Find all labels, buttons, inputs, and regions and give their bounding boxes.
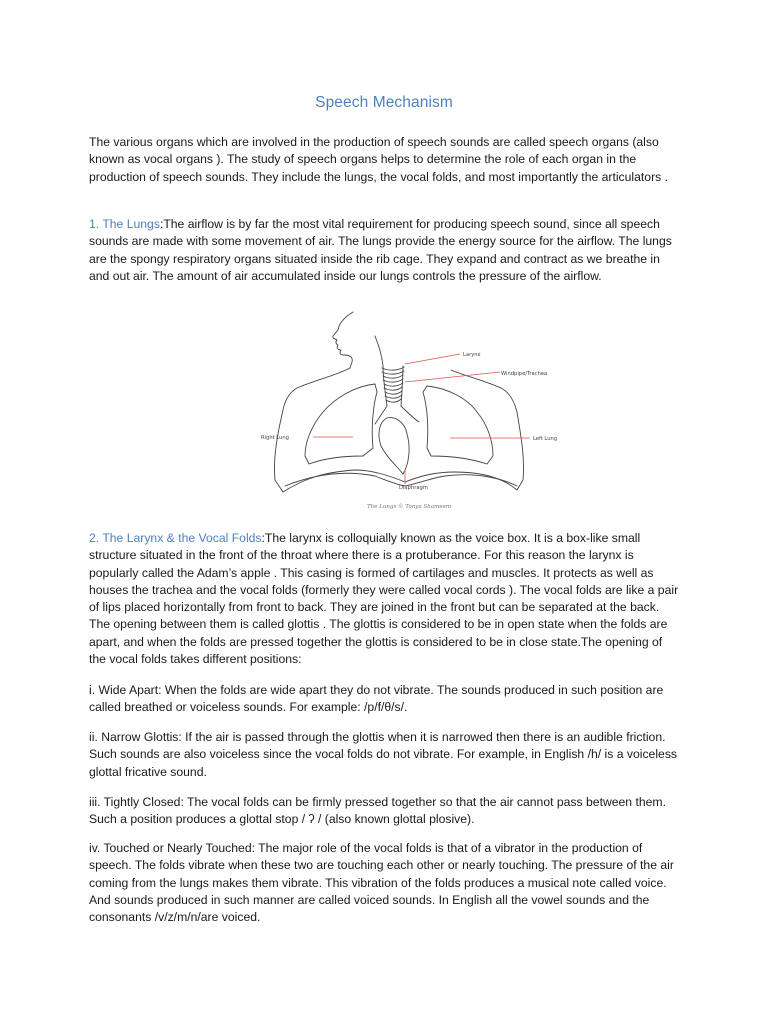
head-profile-outline (333, 312, 353, 368)
label-larynx: Larynx (463, 352, 481, 358)
torso-outline (274, 368, 523, 492)
position-narrow-glottis: ii. Narrow Glottis: If the air is passed through the glottis when it is narrowed then there is an audible friction. Such sounds are also voiceless since the vocal folds do not vibrate. For example, in English /h/ is a voiceless glottal fricative sound. (89, 730, 678, 779)
lungs-diagram (255, 308, 585, 516)
larynx-pointer (405, 354, 460, 364)
label-windpipe: Windpipe/Trachea (501, 371, 548, 377)
windpipe-pointer (405, 372, 500, 382)
heart-outline (379, 418, 409, 474)
lungs-text: :The airflow is by far the most vital requirement for producing speech sound, since all speech sounds are made with some movement of air. The lungs provide the energy source for the airflow. The lungs are the spongy respiratory organs situated inside the rib cage. They expand and contract as we breathe in and out air. The amount of air accumulated inside our lungs controls the pressure of the airflow. (89, 217, 672, 283)
right-lung-outline (305, 384, 377, 464)
left-bronchus (401, 406, 419, 422)
label-right-lung: Right Lung (261, 435, 289, 441)
intro-paragraph: The various organs which are involved in the production of speech sounds are called speech organs (also known as vocal organs ). The study of speech organs helps to determine the role of each organ in the production of speech sounds. They include the lungs, the vocal folds, and most importantly the articulators . (89, 135, 669, 184)
position-wide-apart: i. Wide Apart: When the folds are wide apart they do not vibrate. The sounds produced in such position are called breathed or voiceless sounds. For example: /p/f/θ/s/. (89, 683, 664, 715)
lungs-heading: 1. The Lungs (89, 217, 160, 231)
label-diaphragm: Diaphragm (399, 485, 428, 491)
position-touched: iv. Touched or Nearly Touched: The major role of the vocal folds is that of a vibrator in the production of speech. The folds vibrate when these two are touching each other or nearly touching. The pressure of the air coming from the lungs makes them vibrate. This vibration of the folds produces a musical note called voice. And sounds produced in such manner are called voiced sounds. In English all the vowel sounds and the consonants /v/z/m/n/are voiced. (89, 841, 674, 925)
right-bronchus (375, 406, 387, 424)
larynx-heading: 2. The Larynx & the Vocal Folds (89, 531, 262, 545)
page-title: Speech Mechanism (315, 94, 453, 111)
larynx-section (89, 530, 681, 668)
figure-credit: The Lungs © Tonya Shameem (367, 504, 452, 510)
left-lung-outline (423, 386, 493, 464)
neck-outline (375, 336, 383, 366)
lungs-section (89, 216, 681, 285)
larynx-text: :The larynx is colloquially known as the voice box. It is a box-like small structure situated in the front of the throat where there is a protuberance. For this reason the larynx is popularly called the Adam’s apple . This casing is formed of cartilages and muscles. It protects as well as houses the trachea and the vocal folds (formerly they were called vocal cords ). The vocal folds are like a pair of lips placed horizontally from front to back. They are joined in the front but can be separated at the back. The opening between them is called glottis . The glottis is considered to be in open state when the folds are apart, and when the folds are pressed together the glottis is considered to be in close state.The opening of the vocal folds takes different positions: (89, 531, 679, 667)
position-tightly-closed: iii. Tightly Closed: The vocal folds can be firmly pressed together so that the air cannot pass between them. Such a position produces a glottal stop / ʔ / (also known glottal plosive). (89, 795, 666, 827)
label-left-lung: Left Lung (533, 436, 558, 442)
